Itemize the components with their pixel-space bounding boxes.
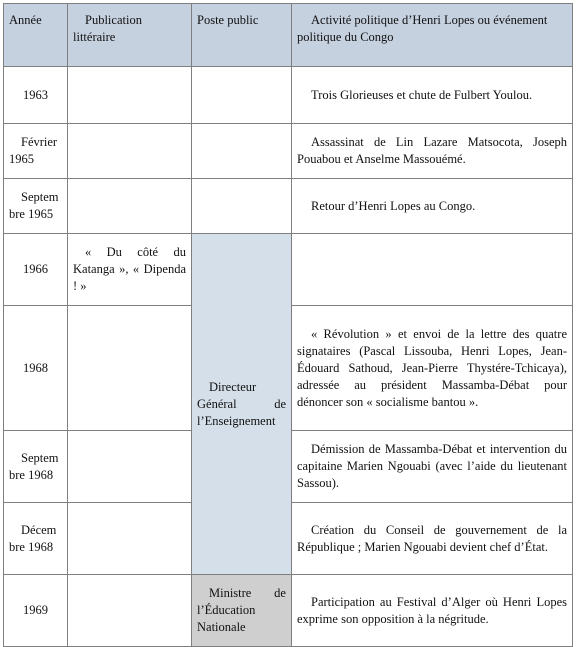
publication-cell	[68, 179, 192, 234]
table-row	[4, 67, 573, 124]
post-director-cell: Directeur Général de l’Enseignement	[192, 234, 292, 575]
post-minister-cell: Ministre de l’Éducation Nationale	[192, 575, 292, 647]
year-text: Décembre 1968	[9, 522, 57, 554]
table-row	[4, 234, 573, 306]
activity-cell: Participation au Festival d’Alger où Henri Lopes exprime son opposition à la négritude.	[292, 575, 573, 647]
post-cell	[192, 67, 292, 124]
activity-cell: Trois Glorieuses et chute de Fulbert Youlou.	[292, 67, 573, 124]
year-cell	[4, 503, 68, 575]
year-cell: 1963	[4, 67, 68, 124]
header-post: Poste public	[192, 4, 292, 67]
header-activity: Activité politique d’Henri Lopes ou événement politique du Congo	[292, 4, 573, 67]
publication-cell	[68, 124, 192, 179]
publication-cell	[68, 431, 192, 503]
chronology-table	[3, 3, 573, 647]
publication-cell: « Du côté du Katanga », « Dipenda ! »	[68, 234, 192, 306]
activity-cell: Démission de Massamba-Débat et intervention du capitaine Marien Ngouabi (avec l’aide du lieutenant Sassou).	[292, 431, 573, 503]
activity-cell: Retour d’Henri Lopes au Congo.	[292, 179, 573, 234]
year-cell	[4, 179, 68, 234]
publication-cell	[68, 306, 192, 431]
year-cell: 1968	[4, 306, 68, 431]
header-row	[4, 4, 573, 67]
post-cell	[192, 124, 292, 179]
year-text: Septembre 1968	[9, 450, 59, 482]
header-year: Année	[4, 4, 68, 67]
table-row	[4, 124, 573, 179]
year-cell: 1966	[4, 234, 68, 306]
publication-cell	[68, 575, 192, 647]
activity-cell: Création du Conseil de gouvernement de la République ; Marien Ngouabi devient chef d’État.	[292, 503, 573, 575]
header-publication: Publication littéraire	[68, 4, 192, 67]
year-cell	[4, 124, 68, 179]
publication-cell	[68, 67, 192, 124]
publication-cell	[68, 503, 192, 575]
year-text: Septembre 1965	[9, 190, 59, 221]
post-cell	[192, 179, 292, 234]
year-cell: 1969	[4, 575, 68, 647]
table-row	[4, 575, 573, 647]
activity-cell: « Révolution » et envoi de la lettre des quatre signataires (Pascal Lissouba, Henri Lopes, Jean-Édouard Sathoud, Jean-Pierre Thystére-Tchicaya), adressée au président Massamba-Débat pour dénoncer son « socialisme bantou ».	[292, 306, 573, 431]
activity-cell	[292, 234, 573, 306]
year-cell	[4, 431, 68, 503]
table-row	[4, 179, 573, 234]
activity-cell: Assassinat de Lin Lazare Matsocota, Joseph Pouabou et Anselme Massouémé.	[292, 124, 573, 179]
year-text: Février 1965	[9, 135, 58, 166]
